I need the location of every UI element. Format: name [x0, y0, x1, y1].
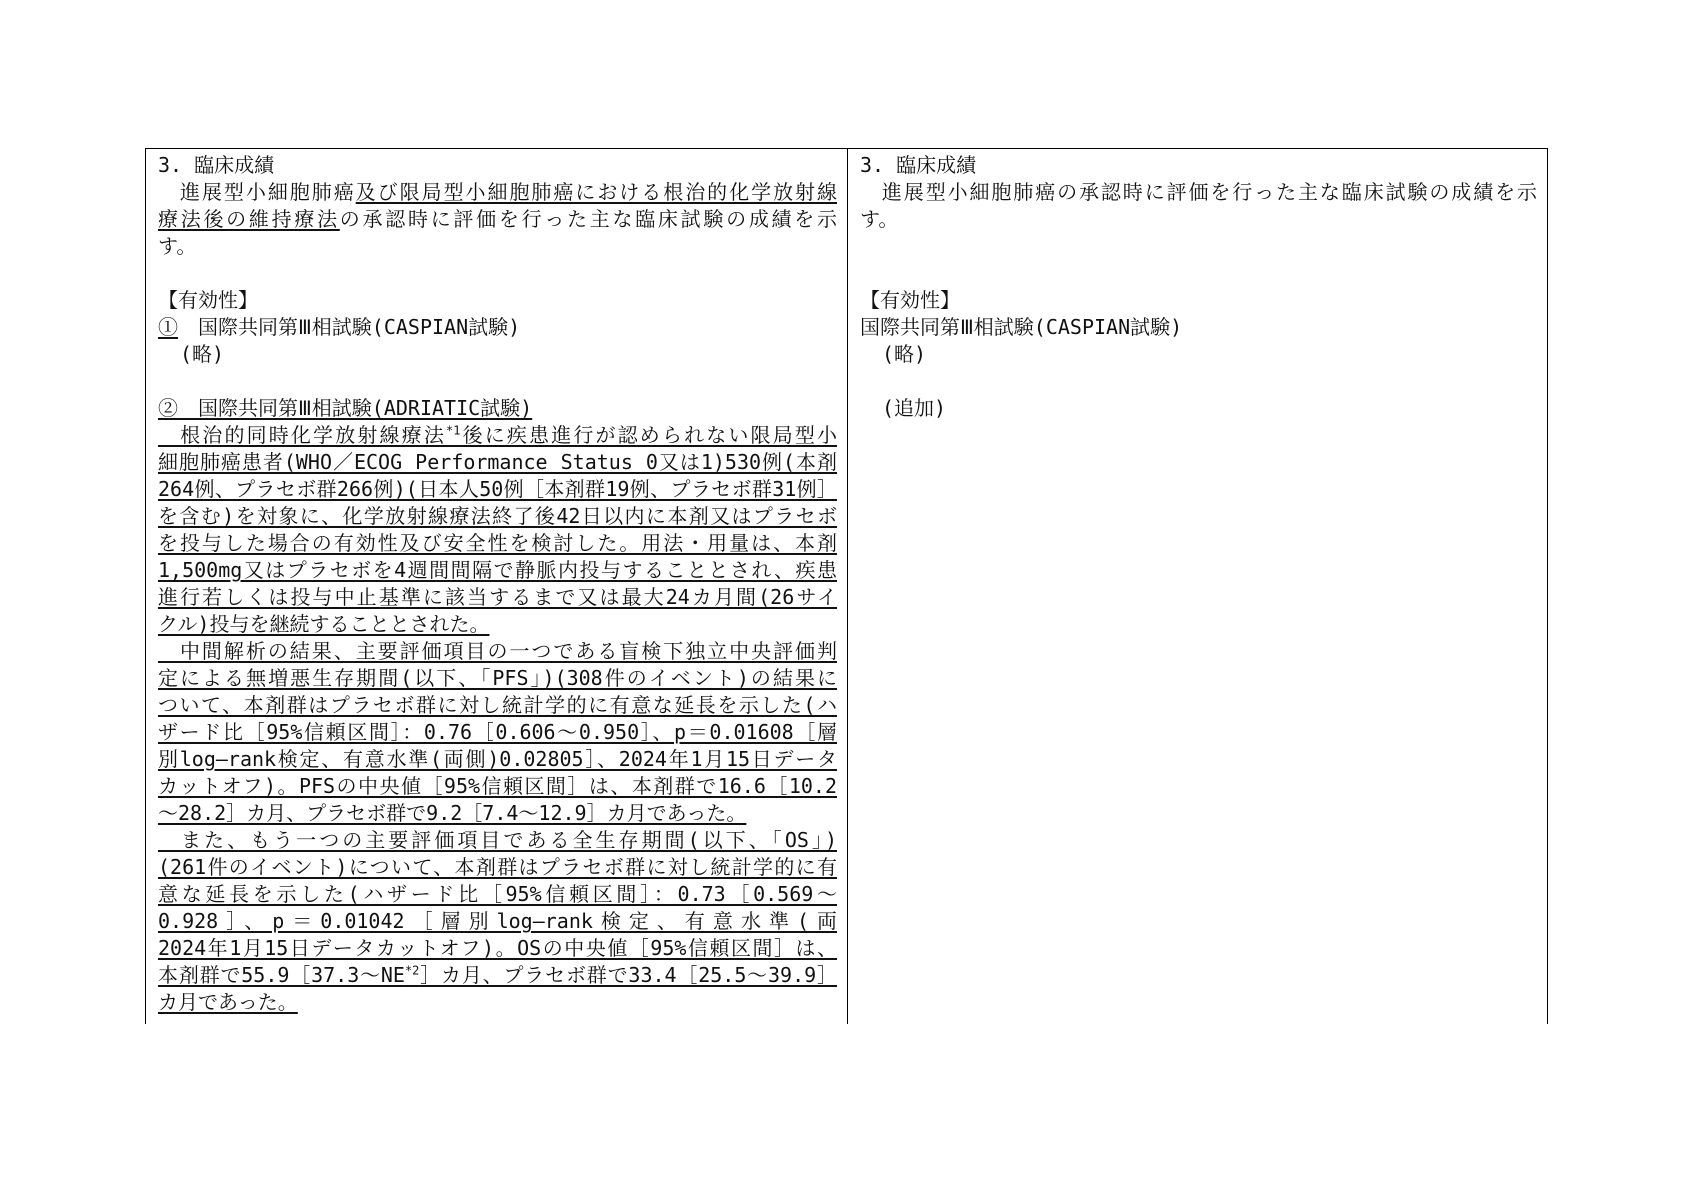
- efficacy-heading: 【有効性】: [860, 288, 960, 312]
- trial1-title: 国際共同第Ⅲ相試験(CASPIAN試験): [860, 315, 1183, 339]
- p1-line: 細胞肺癌患者(WHO／ECOG Performance Status 0又は1)530例(本剤: [158, 450, 837, 474]
- p1-line: を投与した場合の有効性及び安全性を検討した。用法・用量は、本剤: [158, 531, 837, 555]
- p2-line: カットオフ)。PFSの中央値［95%信頼区間］は、本剤群で16.6［10.2: [158, 774, 837, 798]
- p2-line: ～28.2］カ月、プラセボ群で9.2［7.4～12.9］カ月であった。: [158, 801, 747, 825]
- intro-line: す。: [860, 207, 899, 231]
- intro-line: す。: [158, 234, 197, 258]
- addition-note: (追加): [882, 396, 947, 420]
- p1-line: を含む)を対象に、化学放射線療法終了後42日以内に本剤又はプラセボ: [158, 504, 837, 528]
- p3-line: (261件のイベント)について、本剤群はプラセボ群に対し統計学的に有: [158, 855, 837, 879]
- section-heading: 3. 臨床成績: [860, 153, 977, 177]
- intro-line: 療法後の維持療法の承認時に評価を行った主な臨床試験の成績を示: [158, 207, 837, 231]
- trial1-title: ① 国際共同第Ⅲ相試験(CASPIAN試験): [158, 315, 521, 339]
- current-column: [848, 149, 1547, 1024]
- revised-column: [146, 149, 848, 1024]
- p2-line: 定による無増悪生存期間(以下、「PFS」)(308件のイベント)の結果に: [158, 666, 837, 690]
- trial1-body: (略): [882, 342, 927, 366]
- p3-line: カ月であった。: [158, 990, 298, 1014]
- p3-line: 2024年1月15日データカットオフ)。OSの中央値［95%信頼区間］は、: [158, 936, 837, 960]
- p2-line: 別log―rank検定、有意水準(両側)0.02805］、2024年1月15日データ: [158, 747, 837, 771]
- p2-line: ザード比［95%信頼区間］：0.76［0.606～0.950］、p＝0.01608［層: [158, 720, 837, 744]
- comparison-table: [145, 148, 1548, 1024]
- p3-line: 意な延長を示した(ハザード比［95%信頼区間］：0.73［0.569～: [158, 882, 837, 906]
- trial1-body: (略): [180, 342, 225, 366]
- p1-line: クル)投与を継続することとされた。: [158, 612, 490, 636]
- p3-line: また、もう一つの主要評価項目である全生存期間(以下、「OS」): [158, 828, 837, 852]
- intro-line: 進展型小細胞肺癌の承認時に評価を行った主な臨床試験の成績を示: [860, 180, 1537, 204]
- p2-line: ついて、本剤群はプラセボ群に対し統計学的に有意な延長を示した(ハ: [158, 693, 837, 717]
- p1-line: 264例、プラセボ群266例)(日本人50例［本剤群19例、プラセボ群31例］: [158, 477, 837, 501]
- p1-line: 1,500mg又はプラセボを4週間間隔で静脈内投与することとされ、疾患: [158, 558, 837, 582]
- p1-line: 根治的同時化学放射線療法$^{*1}$後に疾患進行が認められない限局型小: [158, 423, 837, 447]
- p3-line: 0.928］、p＝0.01042［層別log―rank検定、有意水準(両: [158, 909, 837, 933]
- efficacy-heading: 【有効性】: [158, 288, 258, 312]
- section-heading: 3. 臨床成績: [158, 153, 275, 177]
- trial2-title: ② 国際共同第Ⅲ相試験(ADRIATIC試験): [158, 396, 533, 420]
- intro-line: 進展型小細胞肺癌及び限局型小細胞肺癌における根治的化学放射線: [158, 180, 837, 204]
- p3-line: 本剤群で55.9［37.3～NE$^{*2}$］カ月、プラセボ群で33.4［25.5～39.9］: [158, 963, 837, 987]
- p2-line: 中間解析の結果、主要評価項目の一つである盲検下独立中央評価判: [158, 639, 837, 663]
- p1-line: 進行若しくは投与中止基準に該当するまで又は最大24カ月間(26サイ: [158, 585, 837, 609]
